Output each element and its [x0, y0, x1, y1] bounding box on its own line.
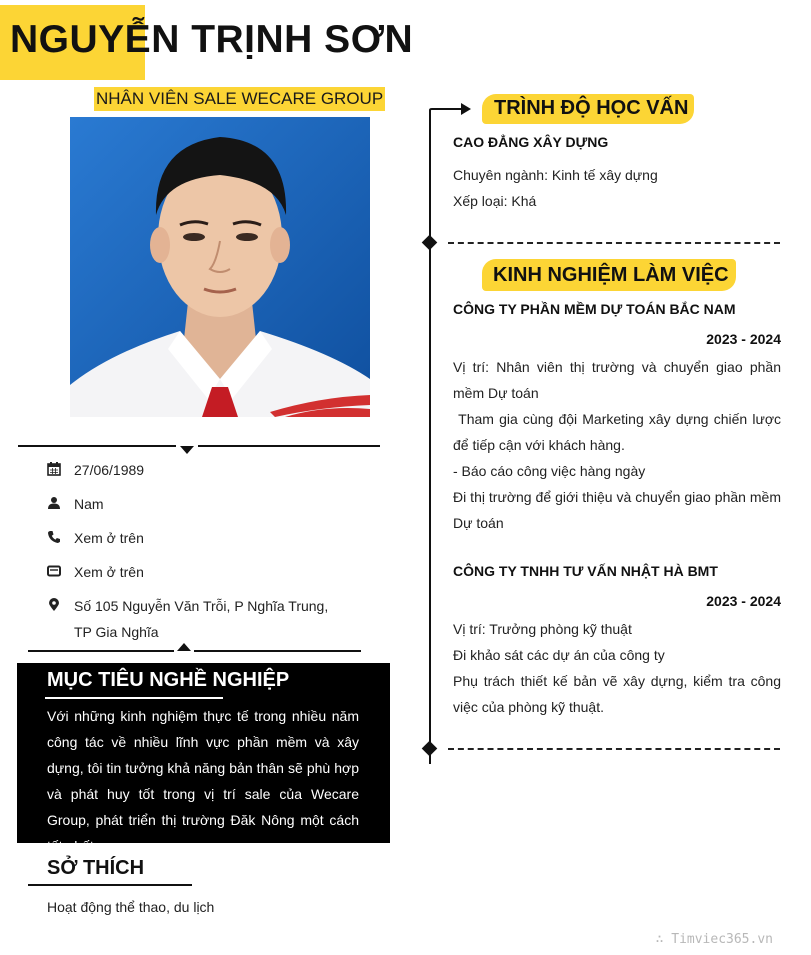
objective-underline [45, 697, 223, 699]
info-bottom-divider-left [28, 650, 174, 652]
job-position: NHÂN VIÊN SALE WECARE GROUP [94, 87, 385, 111]
user-icon [46, 495, 62, 511]
location-pin-icon [46, 597, 62, 613]
divider-arrow-up [177, 643, 191, 651]
career-objective-section [17, 663, 390, 854]
candidate-name: NGUYỄN TRỊNH SƠN [10, 18, 414, 61]
education-major: Chuyên ngành: Kinh tế xây dựng [453, 167, 658, 183]
objective-text: Với những kinh nghiệm thực tế trong nhiều năm công tác về nhiều lĩnh vực phần mềm và xây dựng, tôi tin tưởng khả năng bản thân sẽ phù hợp và phát huy tốt trong vị trí sale của Wecare Group, phát triển thị trường Đăk Nông một cách tốt nhất. [47, 708, 359, 854]
timeline-diamond [422, 235, 438, 251]
experience-dashed-divider [448, 748, 780, 750]
hobby-underline [28, 884, 192, 886]
address-line-1: Số 105 Nguyễn Văn Trỗi, P Nghĩa Trung, [74, 598, 329, 614]
timeline-line [429, 112, 431, 764]
address-line-2: TP Gia Nghĩa [74, 624, 159, 640]
job-company: CÔNG TY TNHH TƯ VẤN NHẬT HÀ BMT [453, 563, 718, 579]
education-title: TRÌNH ĐỘ HỌC VẤN [494, 97, 689, 119]
objective-title: MỤC TIÊU NGHỀ NGHIỆP [47, 669, 290, 691]
divider-arrow-down [180, 446, 194, 454]
gender-text: Nam [74, 496, 104, 512]
experience-title: KINH NGHIỆM LÀM VIỆC [493, 264, 729, 286]
job-description-line: Đi thị trường để giới thiệu và chuyển giao phần mềm Dự toán [453, 489, 781, 531]
profile-photo [70, 117, 370, 417]
education-dashed-divider [448, 242, 780, 244]
info-divider-right [198, 445, 380, 447]
job-description-line: Phụ trách thiết kế bản vẽ xây dựng, kiểm tra công việc của phòng kỹ thuật. [453, 673, 781, 715]
calendar-icon [46, 461, 62, 477]
job-description-line: - Báo cáo công việc hàng ngày [453, 463, 646, 479]
job-period: 2023 - 2024 [706, 593, 781, 609]
phone-text: Xem ở trên [74, 530, 144, 546]
info-divider-left [18, 445, 176, 447]
email-text: Xem ở trên [74, 564, 144, 580]
hobby-text: Hoạt động thể thao, du lịch [47, 899, 215, 915]
job-description-line: Vị trí: Trưởng phòng kỹ thuật [453, 621, 632, 637]
job-description-line: Đi khảo sát các dự án của công ty [453, 647, 665, 663]
job-period: 2023 - 2024 [706, 331, 781, 347]
job-description-line: Tham gia cùng đội Marketing xây dựng chiến lược để tiếp cận với khách hàng. [453, 411, 785, 453]
phone-icon [46, 529, 62, 545]
timeline-diamond [422, 741, 438, 757]
job-description-line: Vị trí: Nhân viên thị trường và chuyển giao phần mềm Dự toán [453, 359, 781, 401]
email-icon [46, 563, 62, 579]
info-bottom-divider-right [194, 650, 361, 652]
education-grade: Xếp loại: Khá [453, 193, 537, 209]
hobby-title: SỞ THÍCH [47, 857, 145, 879]
birthday-text: 27/06/1989 [74, 462, 145, 478]
watermark: ∴ Timviec365.vn [655, 932, 773, 947]
job-company: CÔNG TY PHẦN MỀM DỰ TOÁN BẮC NAM [453, 301, 736, 317]
education-school: CAO ĐẲNG XÂY DỰNG [453, 134, 609, 150]
timeline-arrow-icon [429, 102, 465, 114]
